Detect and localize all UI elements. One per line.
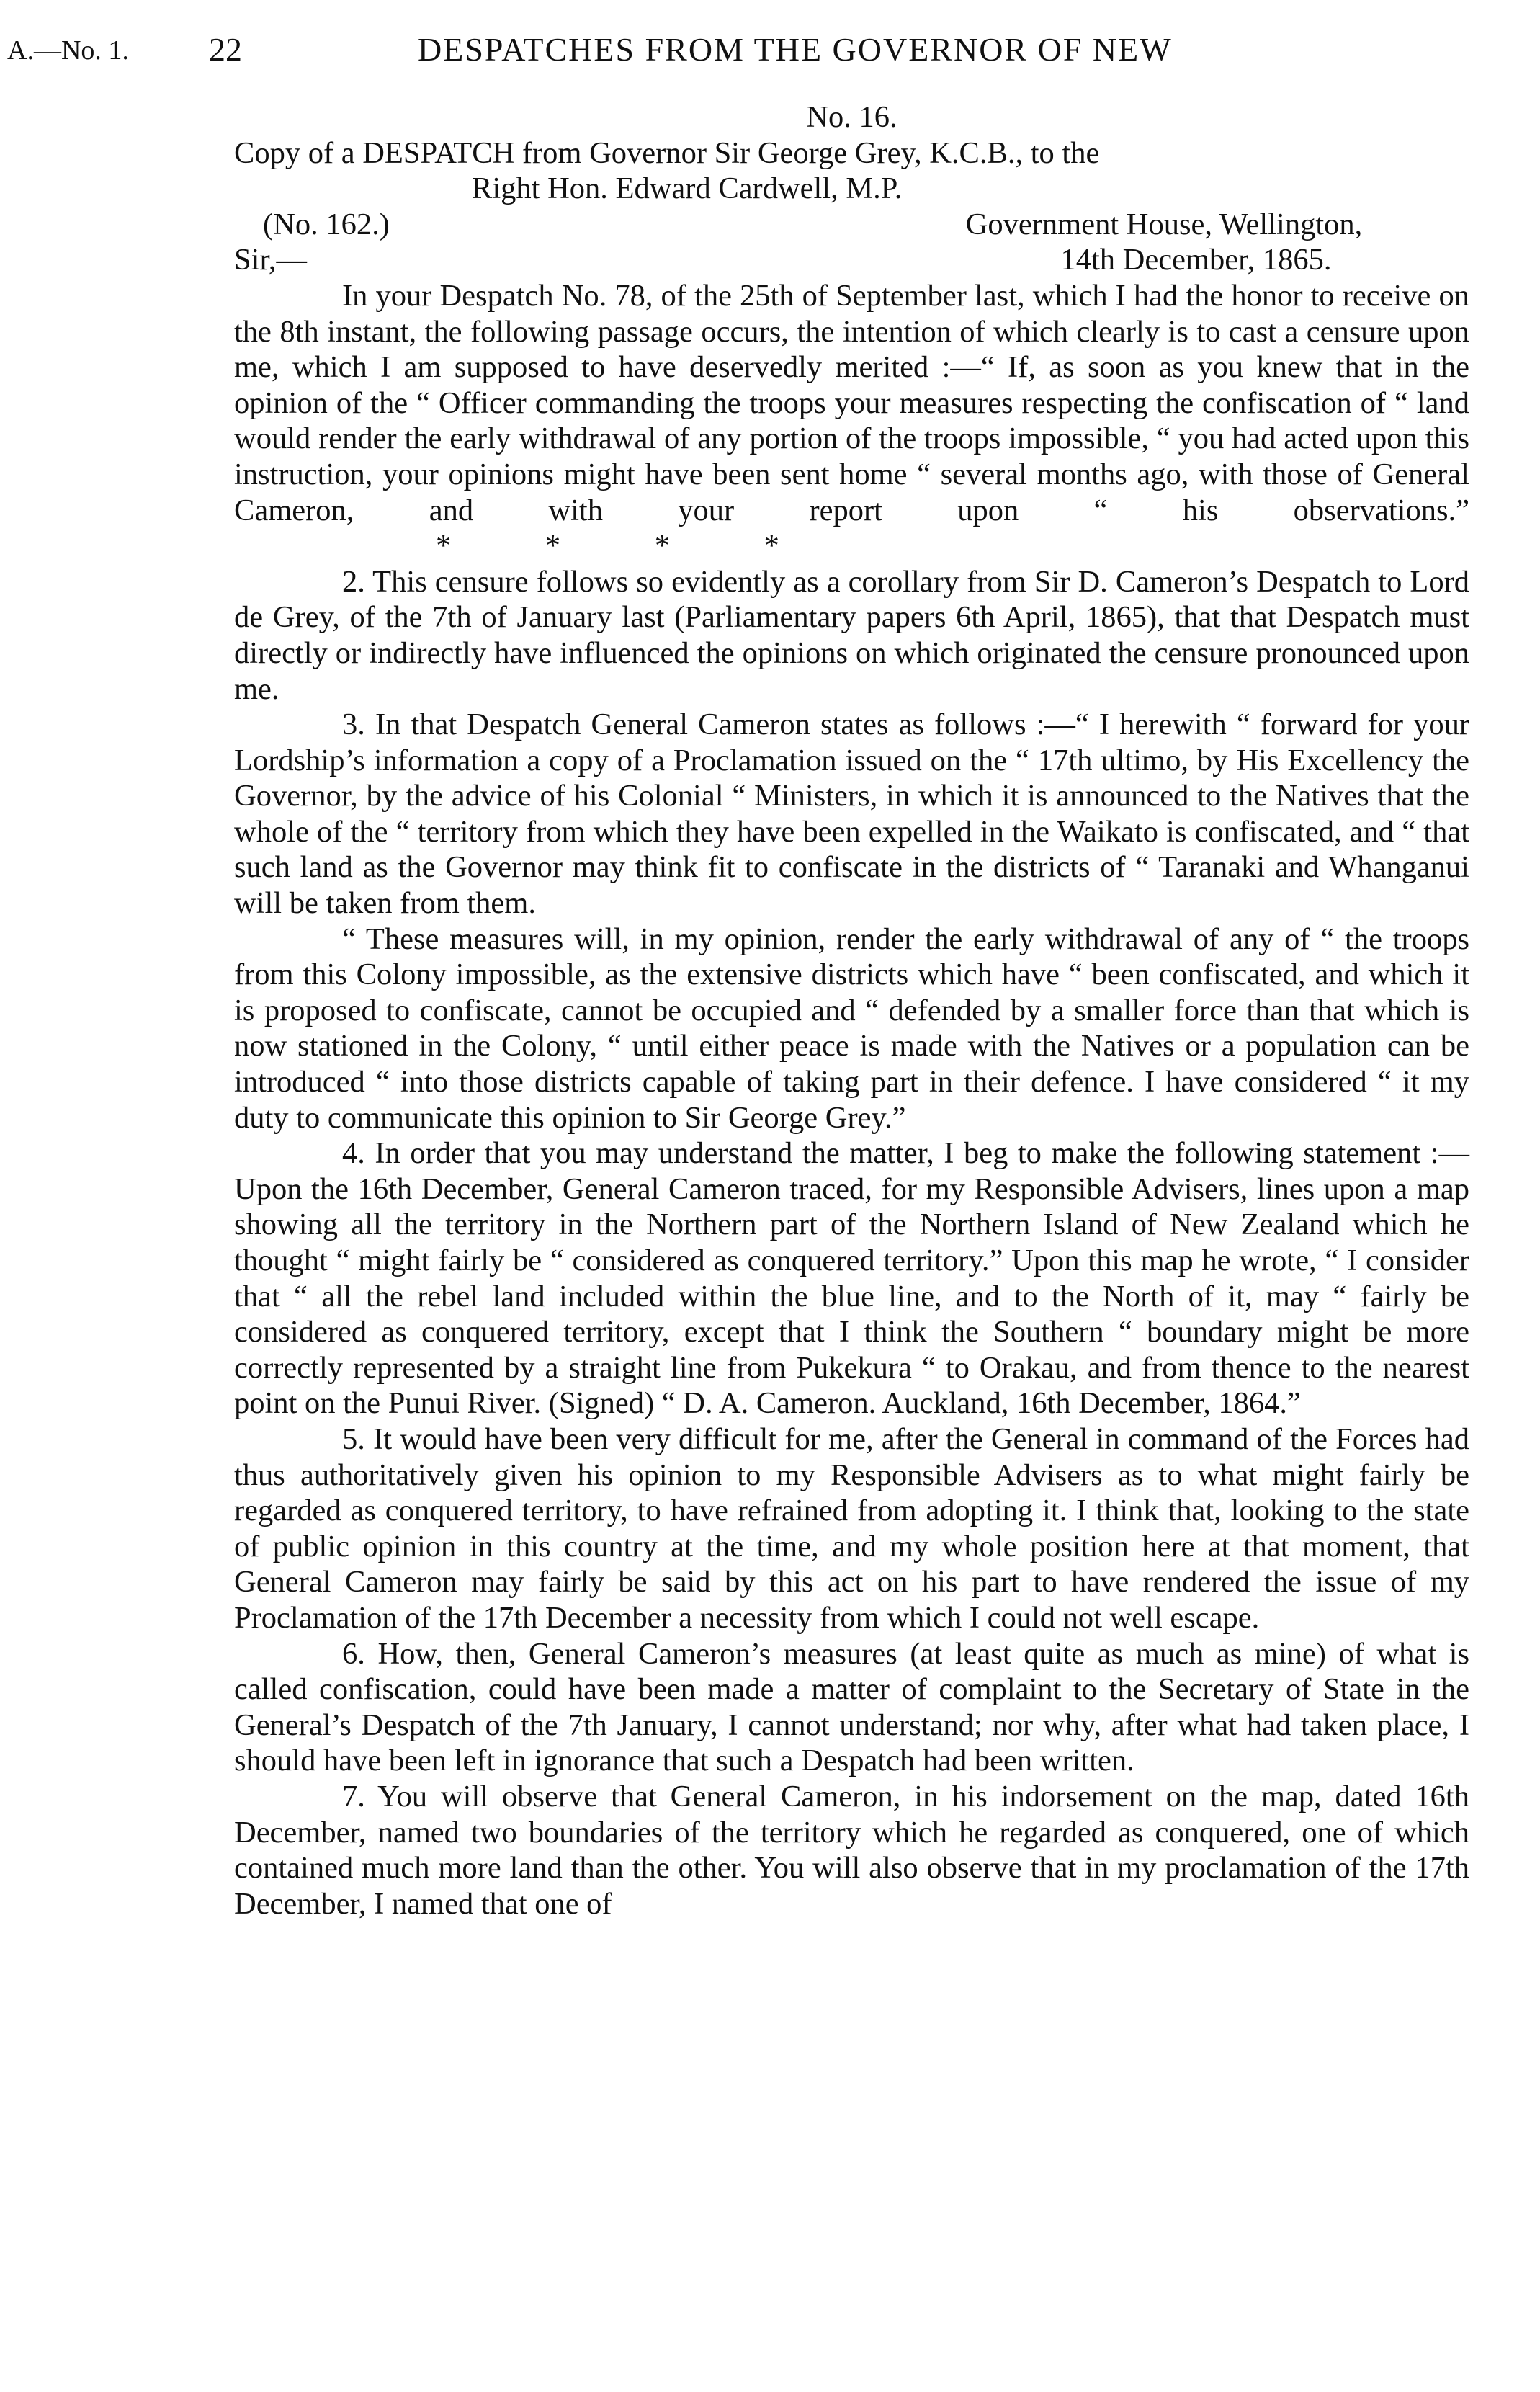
page-body <box>234 99 1469 1922</box>
paragraph-7: 7. You will observe that General Cameron, in his indorsement on the map, dated 16th December, named two boundaries of the territory which he regarded as conquered, one of which contained much more land than the other. You will also observe that in my proclamation of the 17th December, I named that one of <box>234 1779 1469 1921</box>
document-reference: A.—No. 1. <box>7 35 129 66</box>
paragraph-2: 2. This censure follows so evidently as a corollary from Sir D. Cameron’s Despatch to Lord de Grey, of the 7th of January last (Parliamentary papers 6th April, 1865), that that Despatch must directly or indirectly have influenced the opinions on which originated the censure pronounced upon me. <box>234 564 1469 706</box>
paragraph-6: 6. How, then, General Cameron’s measures (at least quite as much as mine) of what is called confiscation, could have been made a matter of complaint to the Secretary of State in the General’s Despatch of the 7th January, I cannot understand; nor why, after what had taken place, I should have been left in ignorance that such a Despatch had been written. <box>234 1636 1469 1778</box>
despatch-salutation-row <box>234 242 1469 278</box>
paragraph-3-quote: “ These measures will, in my opinion, render the early withdrawal of any of “ the troops from this Colony impossible, as the extensive districts which have “ been confiscated, and which it is proposed to confiscate, cannot be occupied and “ defended by a smaller force than that which is now stationed in the Colony, “ until either peace is made with the Natives or a population can be introduced “ into those districts capable of taking part in their defence. I have considered “ it my duty to communicate this opinion to Sir George Grey.” <box>234 921 1469 1135</box>
despatch-number: No. 16. <box>806 100 897 134</box>
despatch-ref-row <box>234 207 1469 243</box>
despatch-ref-number: (No. 162.) <box>263 207 390 241</box>
despatch-title-line-1: Copy of a DESPATCH from Governor Sir George Grey, K.C.B., to the <box>234 135 1100 170</box>
paragraph-1 <box>234 278 1469 564</box>
ellipsis-stars: * * * * <box>436 529 779 563</box>
despatch-date: 14th December, 1865. <box>1060 243 1332 277</box>
page-number: 22 <box>209 31 242 68</box>
paragraph-1-text: In your Despatch No. 78, of the 25th of September last, which I had the honor to receive on the 8th instant, the following passage occurs, the intention of which clearly is to cast a censure upon me, which I am supposed to have deservedly merited :—“ If, as soon as you knew that in the opinion of the “ Officer commanding the troops your measures respecting the confiscation of “ land would render the early withdrawal of any portion of the troops impossible, “ you had acted upon this instruction, your opinions might have been sent home “ several months ago, with those of General Cameron, and with your report upon “ his observations.” <box>234 278 1469 527</box>
despatch-place: Government House, Wellington, <box>965 207 1363 241</box>
paragraph-3: 3. In that Despatch General Cameron states as follows :—“ I herewith “ forward for your Lordship’s information a copy of a Proclamation issued on the “ 17th ultimo, by His Excellency the Governor, by the advice of his Colonial “ Ministers, in which it is announced to the Natives that the whole of the “ territory from which they have been expelled in the Waikato is confiscated, and “ that such land as the Governor may think fit to confiscate in the districts of “ Taranaki and Whanganui will be taken from them. <box>234 708 1469 921</box>
paragraph-5: 5. It would have been very difficult for me, after the General in command of the Forces had thus authoritatively given his opinion to my Responsible Advisers as to what might fairly be regarded as conquered territory, to have refrained from adopting it. I think that, looking to the state of public opinion in this country at the time, and my whole position here at that moment, that General Cameron may fairly be said by this act on his part to have rendered the issue of my Proclamation of the 17th December a necessity from which I could not well escape. <box>234 1422 1469 1635</box>
salutation: Sir,— <box>234 243 308 277</box>
paragraph-4: 4. In order that you may understand the matter, I beg to make the following statement :—Upon the 16th December, General Cameron traced, for my Responsible Advisers, lines upon a map showing all the territory in the Northern part of the Northern Island of New Zealand which he thought “ might fairly be “ considered as conquered territory.” Upon this map he wrote, “ I consider that “ all the rebel land included within the blue line, and to the North of it, may “ fairly be considered as conquered territory, except that I think the Southern “ boundary might be more correctly represented by a straight line from Pukekura “ to Orakau, and from thence to the nearest point on the Punui River. (Signed) “ D. A. Cameron. Auckland, 16th December, 1864.” <box>234 1136 1469 1421</box>
page-header <box>0 29 1540 79</box>
despatch-title-line-2: Right Hon. Edward Cardwell, M.P. <box>472 171 903 206</box>
running-title: DESPATCHES FROM THE GOVERNOR OF NEW <box>418 31 1173 68</box>
